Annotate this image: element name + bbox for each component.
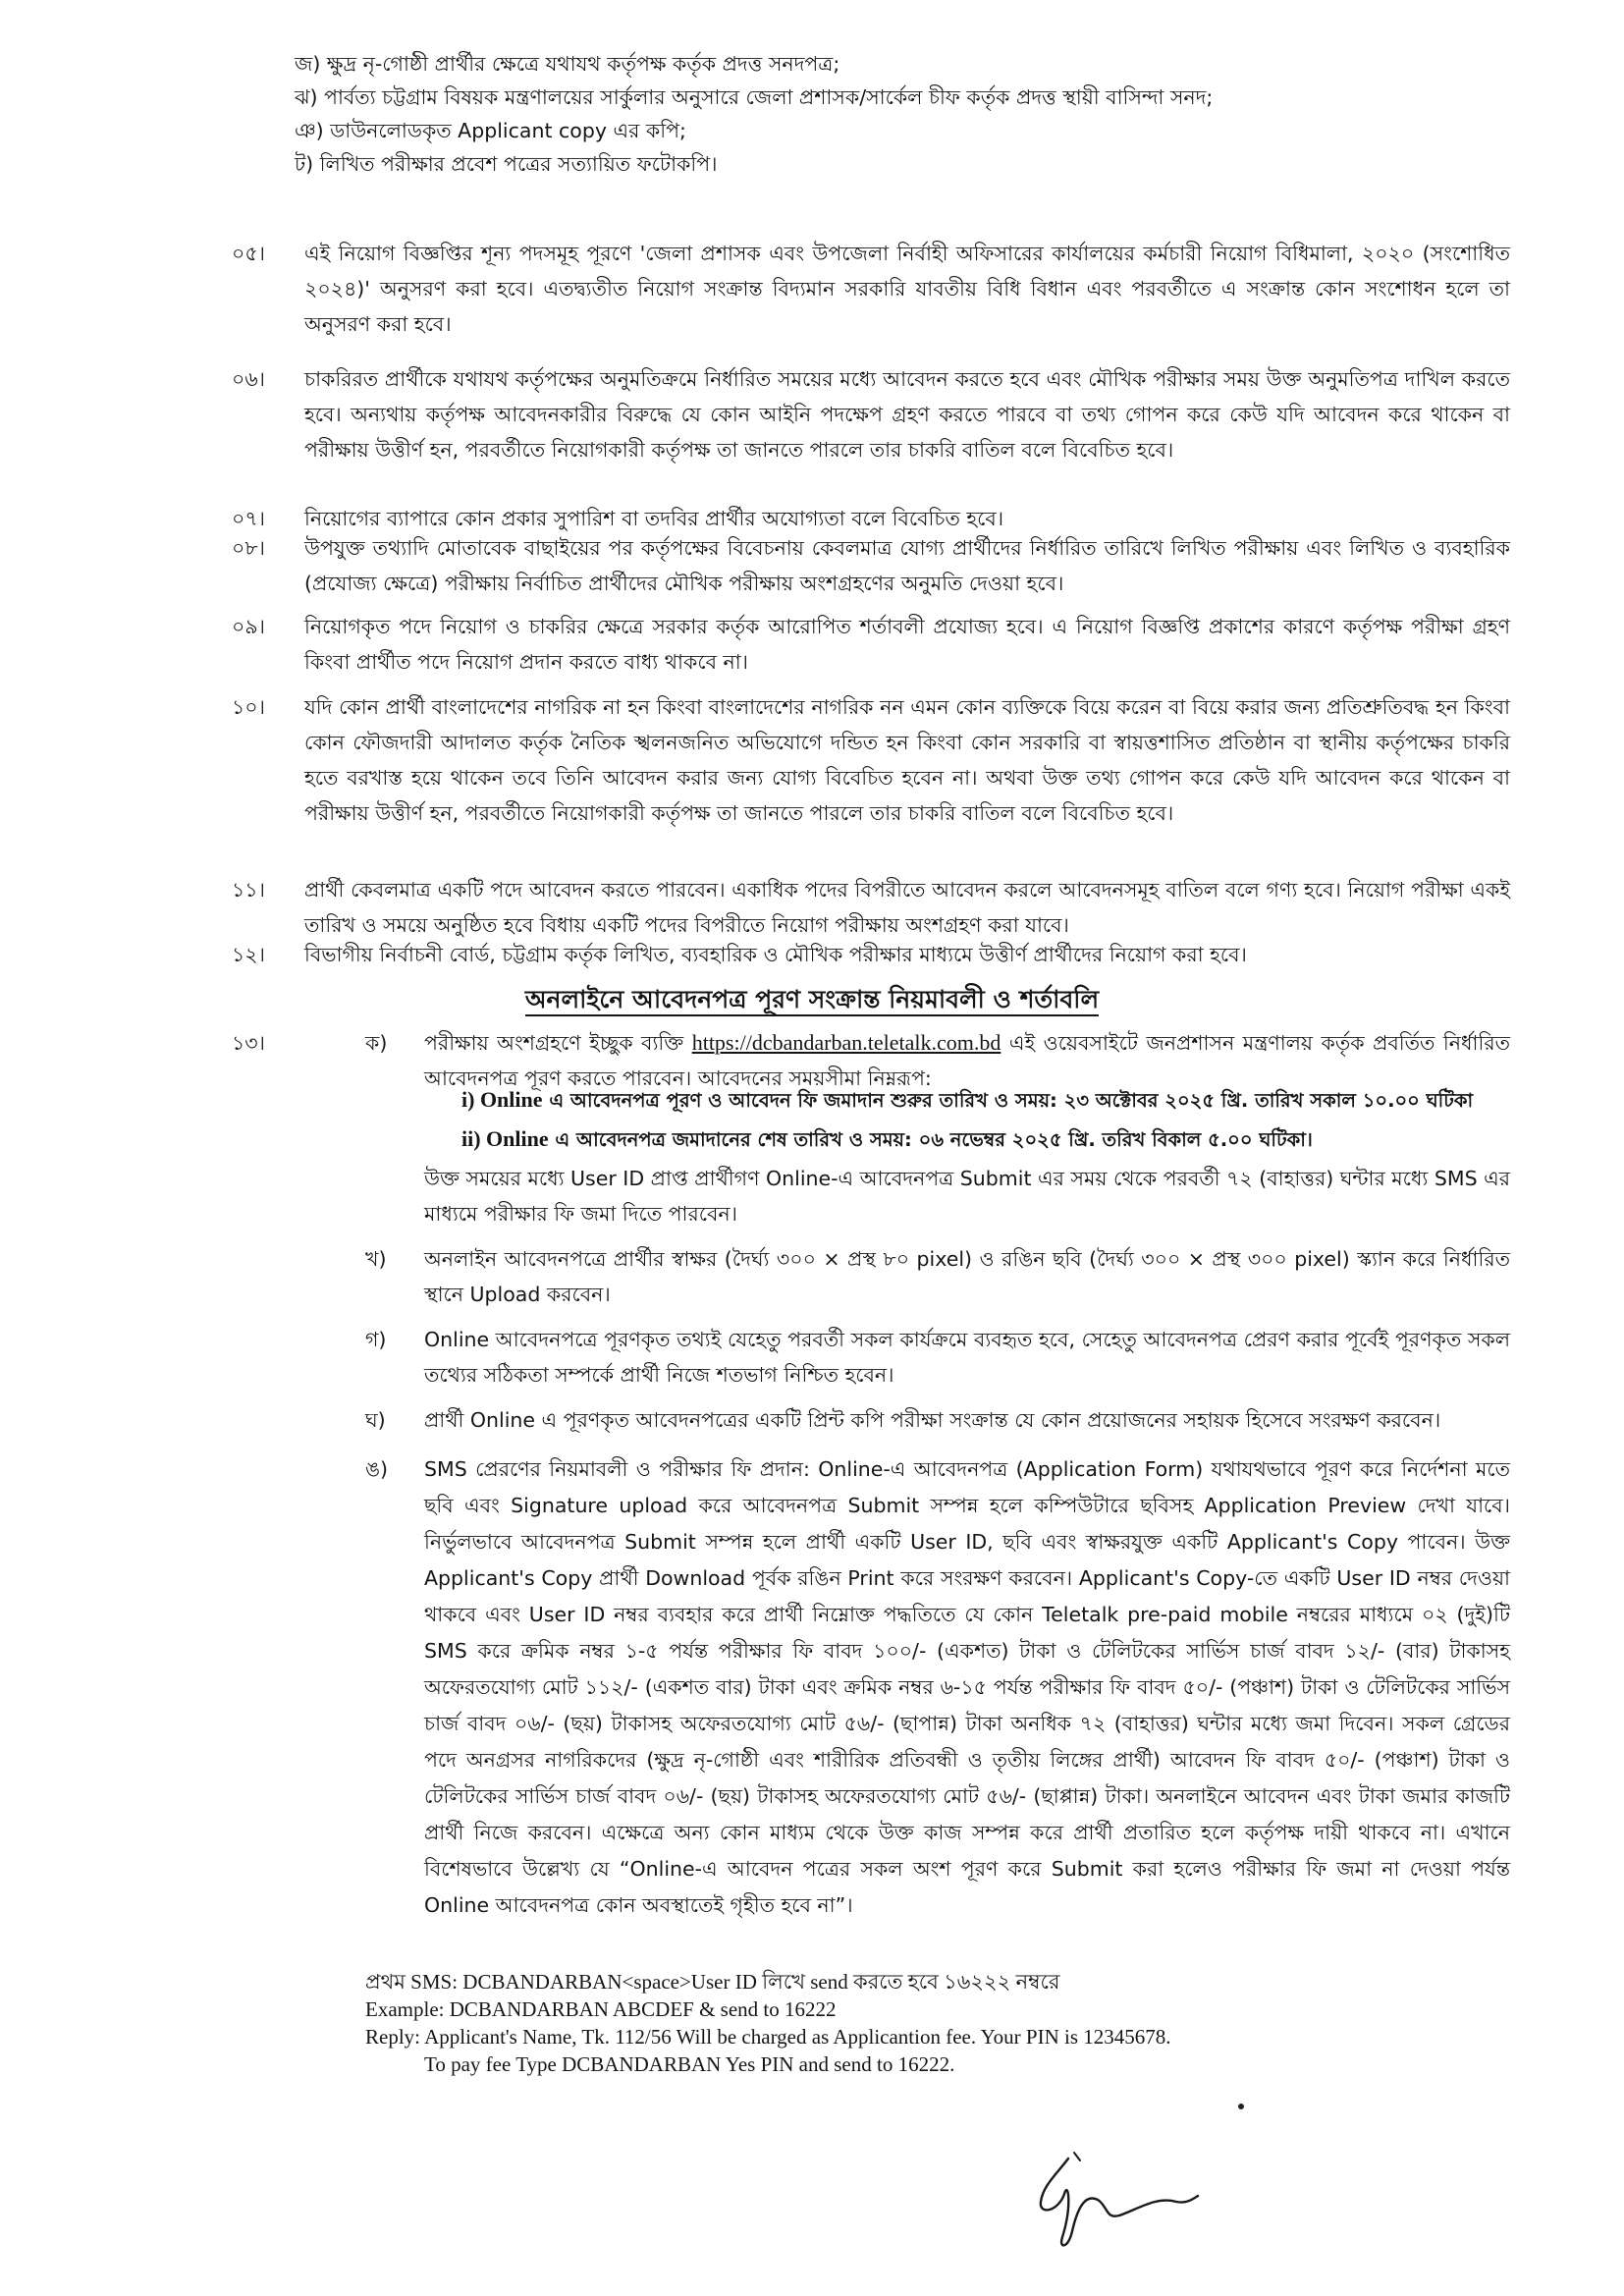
- ka-intro-rest: এই ওয়েবসাইটে জনপ্রশাসন মন্ত্রণালয় কর্তৃক প্রবর্তিত নির্ধারিত আবেদনপত্র পূরণ করতে পারবেন। আবেদনের সময়সীমা নিম্নরূপ:: [424, 1031, 1510, 1090]
- sub-clause-label: গ): [365, 1328, 387, 1351]
- sub-clause-label: খ): [365, 1247, 387, 1271]
- required-documents-list: [295, 47, 1502, 181]
- start-date-prefix: i) Online: [461, 1087, 543, 1112]
- sms-example-line: Example: DCBANDARBAN ABCDEF & send to 16222: [365, 1997, 837, 2021]
- clause-number: ০৫।: [232, 242, 265, 265]
- sub-clause-label: ঘ): [365, 1408, 386, 1432]
- sub-clause-ga: Online আবেদনপত্রে পূরণকৃত তথ্যই যেহেতু পরবর্তী সকল কার্যক্রমে ব্যবহৃত হবে, সেহেতু আবেদনপত্র প্রেরণ করার পূর্বেই পূরণকৃত সকল তথ্যের সঠিকতা সম্পর্কে প্রার্থী নিজে শতভাগ নিশ্চিত হবেন।: [424, 1328, 1510, 1387]
- sms-pay-line: To pay fee Type DCBANDARBAN Yes PIN and send to 16222.: [424, 2052, 955, 2076]
- list-item: ঞ) ডাউনলোডকৃত Applicant copy এর কপি;: [295, 119, 686, 142]
- sms-instructions: [365, 1968, 1510, 2078]
- list-item: ঝ) পার্বত্য চট্টগ্রাম বিষয়ক মন্ত্রণালয়ের সার্কুলার অনুসারে জেলা প্রশাসক/সার্কেল চীফ কর্তৃক প্রদত্ত স্থায়ী বাসিন্দা সনদ;: [295, 85, 1214, 109]
- end-date-prefix: ii) Online: [461, 1126, 549, 1151]
- sub-clause-gha: প্রার্থী Online এ পূরণকৃত আবেদনপত্রের একটি প্রিন্ট কপি পরীক্ষা সংক্রান্ত যে কোন প্রয়োজনের সহায়ক হিসেবে সংরক্ষণ করবেন।: [424, 1408, 1441, 1432]
- clause-text: চাকরিরত প্রার্থীকে যথাযথ কর্তৃপক্ষের অনুমতিক্রমে নির্ধারিত সময়ের মধ্যে আবেদন করতে হবে এবং মৌখিক পরীক্ষার সময় উক্ত অনুমতিপত্র দাখিল করতে হবে। অন্যথায় কর্তৃপক্ষ আবেদনকারীর বিরুদ্ধে যে কোন আইনি পদক্ষেপ গ্রহণ করতে পারবে বা তথ্য গোপন করে কেউ যদি আবেদন করে থাকেন বা পরীক্ষায় উত্তীর্ণ হন, পরবর্তীতে নিয়োগকারী কর্তৃপক্ষ তা জানতে পারলে তার চাকরি বাতিল বলে বিবেচিত হবে।: [304, 367, 1510, 462]
- clause-number: ১১।: [232, 878, 265, 902]
- start-date-text: এ আবেদনপত্র পূরণ ও আবেদন ফি জমাদান শুরুর তারিখ ও সময়: ২৩ অক্টোবর ২০২৫ খ্রি. তারিখ সকাল ১০.০০ ঘটিকা: [549, 1089, 1474, 1112]
- clause-number: ০৭।: [232, 507, 265, 530]
- end-date-line: [461, 1121, 1510, 1158]
- fee-deadline-note: উক্ত সময়ের মধ্যে User ID প্রাপ্ত প্রার্থীগণ Online-এ আবেদনপত্র Submit এর সময় থেকে পরবর্তী ৭২ (বাহাত্তর) ঘন্টার মধ্যে SMS এর মাধ্যমে পরীক্ষার ফি জমা দিতে পারবেন।: [424, 1167, 1510, 1226]
- clause-number: ১০।: [232, 695, 265, 719]
- clause-number: ০৮।: [232, 536, 265, 560]
- application-website-link[interactable]: https://dcbandarban.teletalk.com.bd: [691, 1030, 1001, 1055]
- ink-mark: [1237, 2103, 1245, 2110]
- end-date-text: এ আবেদনপত্র জমাদানের শেষ তারিখ ও সময়: ০৬ নভেম্বর ২০২৫ খ্রি. তরিখ বিকাল ৫.০০ ঘটিকা।: [555, 1128, 1313, 1151]
- section-heading-text: অনলাইনে আবেদনপত্র পূরণ সংক্রান্ত নিয়মাবলী ও শর্তাবলি: [525, 985, 1099, 1016]
- sub-clause-label: ঙ): [365, 1457, 389, 1481]
- ka-intro: পরীক্ষায় অংশগ্রহণে ইচ্ছুক ব্যক্তি: [424, 1031, 684, 1055]
- sub-clause-uo: SMS প্রেরণের নিয়মাবলী ও পরীক্ষার ফি প্রদান: Online-এ আবেদনপত্র (Application Form) যথাযথভাবে পূরণ করে নির্দেশনা মতে ছবি এবং Signature upload করে আবেদনপত্র Submit সম্পন্ন হলে কম্পিউটারে ছবিসহ Application Preview দেখা যাবে। নির্ভুলভাবে আবেদনপত্র Submit সম্পন্ন হলে প্রার্থী একটি User ID, ছবি এবং স্বাক্ষরযুক্ত একটি Applicant's Copy পাবেন। উক্ত Applicant's Copy প্রার্থী Download পূর্বক রঙিন Print করে সংরক্ষণ করবেন। Applicant's Copy-তে একটি User ID নম্বর দেওয়া থাকবে এবং User ID নম্বর ব্যবহার করে প্রার্থী নিম্নোক্ত পদ্ধতিতে যে কোন Teletalk pre-paid mobile নম্বরের মাধ্যমে ০২ (দুই)টি SMS করে ক্রমিক নম্বর ১-৫ পর্যন্ত পরীক্ষার ফি বাবদ ১০০/- (একশত) টাকা ও টেলিটকের সার্ভিস চার্জ বাবদ ১২/- (বার) টাকাসহ অফেরতযোগ্য মোট ১১২/- (একশত বার) টাকা এবং ক্রমিক নম্বর ৬-১৫ পর্যন্ত পরীক্ষার ফি বাবদ ৫০/- (পঞ্চাশ) টাকা ও টেলিটকের সার্ভিস চার্জ বাবদ ০৬/- (ছয়) টাকাসহ অফেরতযোগ্য মোট ৫৬/- (ছাপান্ন) টাকা অনধিক ৭২ (বাহাত্তর) ঘন্টার মধ্যে জমা দিবেন। সকল গ্রেডের পদে অনগ্রসর নাগরিকদের (ক্ষুদ্র নৃ-গোষ্ঠী এবং শারীরিক প্রতিবন্ধী ও তৃতীয় লিঙ্গের প্রার্থী) আবেদন ফি বাবদ ৫০/- (পঞ্চাশ) টাকা ও টেলিটকের সার্ভিস চার্জ বাবদ ০৬/- (ছয়) টাকাসহ অফেরতযোগ্য মোট ৫৬/- (ছাপ্পান্ন) টাকা। অনলাইনে আবেদন এবং টাকা জমার কাজটি প্রার্থী নিজে করবেন। এক্ষেত্রে অন্য কোন মাধ্যম থেকে উক্ত কাজ সম্পন্ন করে প্রার্থী প্রতারিত হলে কর্তৃপক্ষ দায়ী থাকবে না। এখানে বিশেষভাবে উল্লেখ্য যে “Online-এ আবেদন পত্রের সকল অংশ পূরণ করে Submit করা হলেও পরীক্ষার ফি জমা না দেওয়া পর্যন্ত Online আবেদনপত্র কোন অবস্থাতেই গৃহীত হবে না”।: [424, 1457, 1510, 1917]
- sms-first-line: প্রথম SMS: DCBANDARBAN<space>User ID লিখে send করতে হবে ১৬২২২ নম্বরে: [365, 1970, 1060, 1994]
- clause-text: উপযুক্ত তথ্যাদি মোতাবেক বাছাইয়ের পর কর্তৃপক্ষের বিবেচনায় কেবলমাত্র যোগ্য প্রার্থীদের নির্ধারিত তারিখে লিখিত পরীক্ষায় এবং লিখিত ও ব্যবহারিক (প্রযোজ্য ক্ষেত্রে) পরীক্ষায় নির্বাচিত প্রার্থীদের মৌখিক পরীক্ষায় অংশগ্রহণের অনুমতি দেওয়া হবে।: [304, 536, 1510, 595]
- sub-clause-kha: অনলাইন আবেদনপত্রে প্রার্থীর স্বাক্ষর (দৈর্ঘ্য ৩০০ × প্রস্থ ৮০ pixel) ও রঙিন ছবি (দৈর্ঘ্য ৩০০ × প্রস্থ ৩০০ pixel) স্ক্যান করে নির্ধারিত স্থানে Upload করবেন।: [424, 1247, 1510, 1306]
- clause-text: যদি কোন প্রার্থী বাংলাদেশের নাগরিক না হন কিংবা বাংলাদেশের নাগরিক নন এমন কোন ব্যক্তিকে বিয়ে করেন বা বিয়ে করার জন্য প্রতিশ্রুতিবদ্ধ হন কিংবা কোন ফৌজদারী আদালত কর্তৃক নৈতিক স্খলনজনিত অভিযোগে দন্ডিত হন কিংবা কোন সরকারি বা স্বায়ত্তশাসিত প্রতিষ্ঠান বা স্থানীয় কর্তৃপক্ষের চাকরি হতে বরখাস্ত হয়ে থাকেন তবে তিনি আবেদন করার জন্য যোগ্য বিবেচিত হবেন না। অথবা উক্ত তথ্য গোপন করে কেউ যদি আবেদন করে থাকেন বা পরীক্ষায় উত্তীর্ণ হন, পরবর্তীতে নিয়োগকারী কর্তৃপক্ষ তা জানতে পারলে তার চাকরি বাতিল বলে বিবেচিত হবে।: [304, 695, 1510, 825]
- clause-number: ০৯।: [232, 615, 265, 638]
- list-item: ট) লিখিত পরীক্ষার প্রবেশ পত্রের সত্যায়িত ফটোকপি।: [295, 152, 718, 176]
- section-heading: [0, 982, 1624, 1017]
- clause-text: প্রার্থী কেবলমাত্র একটি পদে আবেদন করতে পারবেন। একাধিক পদের বিপরীতে আবেদন করলে আবেদনসমূহ বাতিল বলে গণ্য হবে। নিয়োগ পরীক্ষা একই তারিখ ও সময়ে অনুষ্ঠিত হবে বিধায় একটি পদের বিপরীতে নিয়োগ পরীক্ষায় অংশগ্রহণ করা যাবে।: [304, 878, 1510, 937]
- clause-text: নিয়োগকৃত পদে নিয়োগ ও চাকরির ক্ষেত্রে সরকার কর্তৃক আরোপিত শর্তাবলী প্রযোজ্য হবে। এ নিয়োগ বিজ্ঞপ্তি প্রকাশের কারণে কর্তৃপক্ষ পরীক্ষা গ্রহণ কিংবা প্রার্থীত পদে নিয়োগ প্রদান করতে বাধ্য থাকবে না।: [304, 615, 1510, 674]
- clause-number: ০৬।: [232, 367, 265, 391]
- clause-text: বিভাগীয় নির্বাচনী বোর্ড, চট্টগ্রাম কর্তৃক লিখিত, ব্যবহারিক ও মৌখিক পরীক্ষার মাধ্যমে উত্তীর্ণ প্রার্থীদের নিয়োগ করা হবে।: [304, 943, 1247, 966]
- list-item: জ) ক্ষুদ্র নৃ-গোষ্ঠী প্রার্থীর ক্ষেত্রে যথাযথ কর্তৃপক্ষ কর্তৃক প্রদত্ত সনদপত্র;: [295, 52, 840, 76]
- clause-number: ১৩।: [232, 1031, 265, 1055]
- clause-number: ১২।: [232, 943, 265, 966]
- clause-text: এই নিয়োগ বিজ্ঞপ্তির শূন্য পদসমূহ পূরণে 'জেলা প্রশাসক এবং উপজেলা নির্বাহী অফিসারের কার্যালয়ের কর্মচারী নিয়োগ বিধিমালা, ২০২০ (সংশোধিত ২০২৪)' অনুসরণ করা হবে। এতদ্ব্যতীত নিয়োগ সংক্রান্ত বিদ্যমান সরকারি যাবতীয় বিধি বিধান এবং পরবর্তীতে এ সংক্রান্ত কোন সংশোধন হলে তা অনুসরণ করা হবে।: [304, 242, 1510, 336]
- sub-clause-label: ক): [365, 1031, 388, 1055]
- start-date-line: [461, 1082, 1510, 1119]
- signature: [1029, 2147, 1206, 2255]
- clause-text: নিয়োগের ব্যাপারে কোন প্রকার সুপারিশ বা তদবির প্রার্থীর অযোগ্যতা বলে বিবেচিত হবে।: [304, 507, 1004, 530]
- sms-reply-line: Reply: Applicant's Name, Tk. 112/56 Will be charged as Applicantion fee. Your PIN is 12345678.: [365, 2025, 1171, 2049]
